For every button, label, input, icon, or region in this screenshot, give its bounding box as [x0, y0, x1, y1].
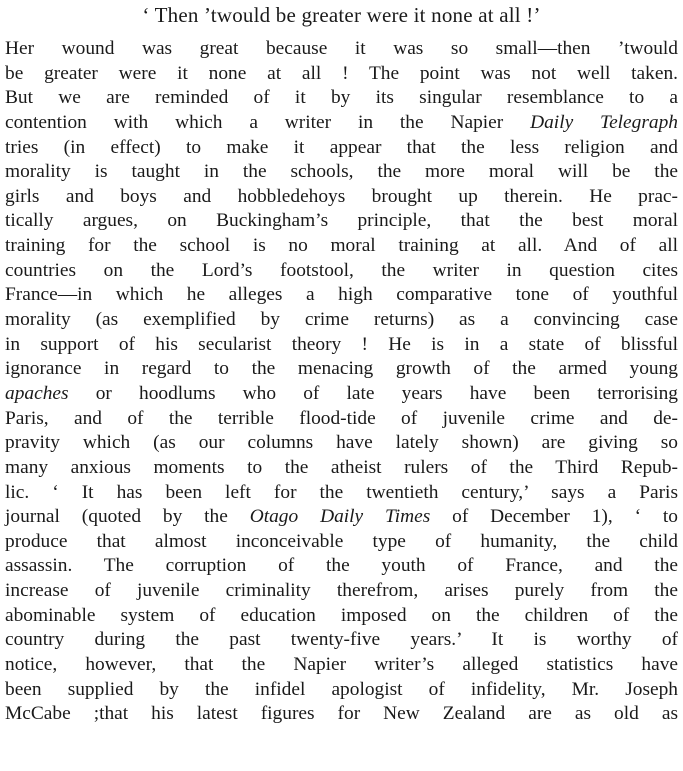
text-line [5, 530, 678, 555]
text-run: Paris, and of the terrible flood-tide of juvenile crime and de- [5, 407, 678, 429]
text-line [5, 37, 678, 62]
text-run: notice, however, that the Napier writer’s alleged statistics have [5, 654, 678, 676]
text-run: Her wound was great because it was so small—then ’twould [5, 38, 678, 59]
text-run: be greater were it none at all ! The point was not well taken. [5, 62, 678, 84]
text-run: contention with which a writer in the Napier [5, 111, 531, 133]
text-line [5, 628, 678, 653]
text-line [5, 209, 678, 234]
text-line [5, 234, 678, 259]
text-run: tries (in effect) to make it appear that the less religion and [5, 136, 678, 158]
text-run: ignorance in regard to the menacing growth of the armed young [5, 358, 678, 380]
text-line [5, 579, 678, 604]
text-line [5, 382, 678, 407]
text-run: countries on the Lord’s footstool, the writer in question cites [5, 259, 678, 281]
text-line [5, 678, 678, 703]
text-line [5, 333, 678, 358]
text-line [5, 702, 678, 727]
text-line [5, 86, 678, 111]
text-run: McCabe ;that his latest figures for New Zealand are as old as [5, 703, 678, 725]
text-run: tically argues, on Buckingham’s principle, that the best moral [5, 210, 678, 232]
text-run: training for the school is no moral training at all. And of all [5, 235, 678, 257]
italic-title: Otago Daily Times [249, 506, 431, 528]
text-line [5, 259, 678, 284]
quoted-heading: ‘ Then ’twould be greater were it none at all !’ [142, 3, 541, 27]
text-run: increase of juvenile criminality therefrom, arises purely from the [5, 580, 678, 602]
text-run: morality is taught in the schools, the more moral will be the [5, 161, 678, 183]
text-run: pravity which (as our columns have lately shown) are giving so [5, 432, 678, 454]
text-line [5, 431, 678, 456]
text-run: France—in which he alleges a high comparative tone of youthful [5, 284, 678, 306]
text-run: girls and boys and hobbledehoys brought up therein. He prac- [5, 185, 678, 207]
text-line [5, 456, 678, 481]
text-run: many anxious moments to the atheist rulers of the Third Repub- [5, 456, 678, 478]
text-run: But we are reminded of it by its singular resemblance to a [5, 87, 678, 109]
text-run: country during the past twenty-five years.’ It is worthy of [5, 629, 678, 651]
italic-title: Daily Telegraph [530, 111, 678, 133]
text-line [5, 653, 678, 678]
text-line [5, 62, 678, 87]
article-body [5, 37, 678, 727]
text-line [5, 357, 678, 382]
text-run: of December 1), ‘ to [430, 506, 678, 528]
text-line [5, 111, 678, 136]
text-line [5, 554, 678, 579]
text-line [5, 308, 678, 333]
text-line [5, 283, 678, 308]
text-run: produce that almost inconceivable type of humanity, the child [5, 530, 678, 552]
text-line [5, 505, 678, 530]
text-run: in support of his secularist theory ! He is in a state of blissful [5, 333, 678, 355]
text-line [5, 604, 678, 629]
text-run: assassin. The corruption of the youth of France, and the [5, 555, 678, 577]
text-line [5, 185, 678, 210]
text-run: been supplied by the infidel apologist of infidelity, Mr. Joseph [5, 678, 678, 700]
text-line [5, 407, 678, 432]
text-run: abominable system of education imposed on the children of the [5, 604, 678, 626]
text-line [5, 481, 678, 506]
text-line [5, 136, 678, 161]
text-run: lic. ‘ It has been left for the twentieth century,’ says a Paris [5, 481, 678, 503]
text-run: or hoodlums who of late years have been terrorising [68, 382, 678, 404]
text-line [5, 160, 678, 185]
text-run: morality (as exemplified by crime returns) as a convincing case [5, 309, 678, 331]
italic-title: apaches [5, 382, 69, 404]
text-run: journal (quoted by the [5, 506, 250, 528]
